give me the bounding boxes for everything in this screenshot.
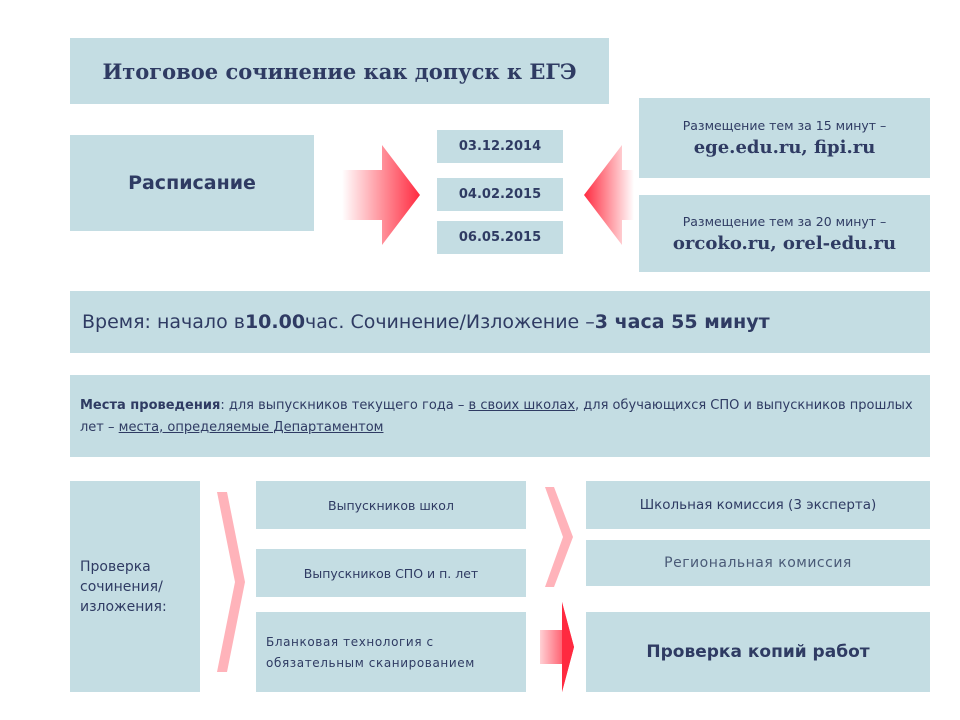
school-commission: Школьная комиссия (3 эксперта) xyxy=(586,481,930,529)
places-label: Места проведения xyxy=(80,398,221,413)
time-duration: 3 часа 55 минут xyxy=(594,311,770,333)
topics-box-2 xyxy=(639,195,930,272)
chevron-right-icon-2 xyxy=(545,487,575,587)
topics-sites-2: orcoko.ru, orel-edu.ru xyxy=(672,232,897,254)
arrow-right-icon-2 xyxy=(540,602,576,692)
page-title: Итоговое сочинение как допуск к ЕГЭ xyxy=(70,38,609,104)
time-prefix: Время: начало в xyxy=(82,311,245,333)
time-row xyxy=(70,291,930,353)
chevron-right-icon xyxy=(217,492,247,672)
time-middle: час. Сочинение/Изложение – xyxy=(305,311,595,333)
places-box xyxy=(70,375,930,457)
arrow-right-icon xyxy=(342,145,422,245)
check-label xyxy=(70,481,200,692)
arrow-left-icon xyxy=(584,145,634,245)
copies-check: Проверка копий работ xyxy=(586,612,930,692)
date-2: 04.02.2015 xyxy=(437,178,563,211)
date-3: 06.05.2015 xyxy=(437,221,563,254)
topics-box-1 xyxy=(639,98,930,178)
places-link-schools[interactable]: в своих школах xyxy=(468,398,576,413)
topics-text-1: Размещение тем за 15 минут – xyxy=(682,118,887,133)
check-label-text: Проверка сочинения/ изложения: xyxy=(80,558,167,615)
time-start: 10.00 xyxy=(244,311,306,333)
places-link-department[interactable]: места, определяемые Департаментом xyxy=(118,420,384,435)
group-schools: Выпускников школ xyxy=(256,481,526,529)
places-text-2: , для обучающихся СПО и выпускников прошлых лет – xyxy=(80,398,913,435)
regional-commission: Региональная комиссия xyxy=(586,540,930,586)
group-spo: Выпускников СПО и п. лет xyxy=(256,549,526,597)
topics-text-2: Размещение тем за 20 минут – xyxy=(682,213,887,229)
schedule-label: Расписание xyxy=(70,135,314,231)
blank-technology: Бланковая технология с обязательным сканированием xyxy=(256,612,526,692)
topics-sites-1: ege.edu.ru, fipi.ru xyxy=(693,137,876,158)
date-1: 03.12.2014 xyxy=(437,130,563,163)
places-text-1: : для выпускников текущего года – xyxy=(220,398,469,413)
